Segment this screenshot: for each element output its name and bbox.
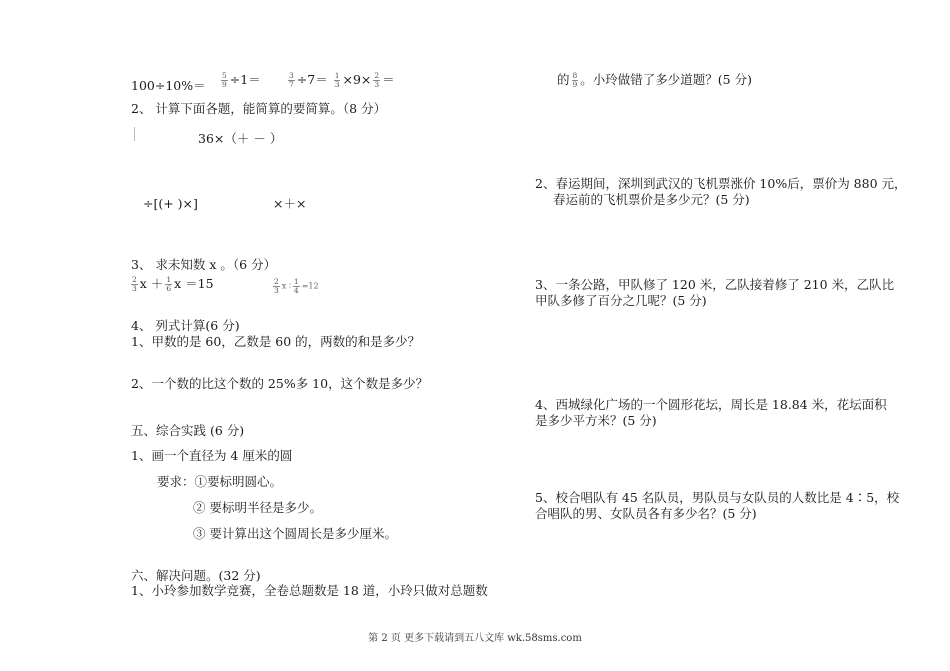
right-question-1-continued: 的 $\frac{8}{9}$ 。小玲做错了多少道题？(5 分) [557,71,752,89]
fraction: $\frac{1}{3}$ [334,71,340,89]
section-4-heading: 4、 列式计算(6 分) [131,318,240,333]
row1-expr-c: $\frac{3}{7}$ ÷7＝ $\frac{1}{3}$ ×9× $\frac{2}{3}$ ＝ [289,71,395,89]
right-question-4-line-1: 4、西城绿化广场的一个圆形花坛，周长是 18.84 米，花坛面积 [535,397,887,412]
right-question-2-line-1: 2、春运期间，深圳到武汉的飞机票涨价 10%后，票价为 880 元， [535,176,907,191]
section-5-requirement-3: ③ 要计算出这个圆周长是多少厘米。 [193,526,397,541]
section-5-requirement-1: 要求：①要标明圆心。 [157,474,283,489]
fraction: $\frac{2}{3}$ [274,277,279,295]
section-2-heading: 2、 计算下面各题，能简算的要简算。（8 分） [131,101,387,116]
section-2-expr-3: ×＋× [273,196,307,211]
section-3-heading: 3、 求未知数 x 。（6 分） [131,257,277,272]
faint-mark [134,127,135,141]
section-2-expr-2: ÷[(+ )×] [143,196,198,211]
section-5-requirement-2: ② 要标明半径是多少。 [193,500,322,515]
fraction: $\frac{2}{3}$ [374,71,380,89]
section-6-heading: 六、解决问题。(32 分) [131,568,261,583]
section-5-question-1: 1、画一个直径为 4 厘米的圆 [131,448,293,463]
fraction: $\frac{3}{7}$ [289,71,294,89]
row1-expr-a: 100÷10%＝ [131,78,206,93]
fraction: $\frac{5}{9}$ [222,71,227,89]
fraction: $\frac{8}{9}$ [572,71,578,89]
right-question-2-line-2: 春运前的飞机票价是多少元？(5 分) [553,192,750,207]
section-6-question-1: 1、小玲参加数学竞赛，全卷总题数是 18 道，小玲只做对总题数 [131,583,488,598]
right-question-3-line-1: 3、一条公路，甲队修了 120 米，乙队接着修了 210 米，乙队比 [535,277,895,292]
section-5-heading: 五、综合实践 (6 分) [131,423,245,438]
right-question-5-line-1: 5、校合唱队有 45 名队员，男队员与女队员的人数比是 4∶5，校 [535,490,900,505]
right-question-3-line-2: 甲队多修了百分之几呢？(5 分) [535,293,707,308]
equation-1: $\frac{2}{3}$ x ＋ $\frac{1}{6}$ x ＝15 [132,275,214,293]
right-question-4-line-2: 是多少平方米？(5 分) [535,413,657,428]
section-2-expr-1: 36×（＋ － ） [198,131,283,146]
fraction: $\frac{1}{6}$ [166,275,172,293]
equation-2: $\frac{2}{3}$ x ∶ $\frac{1}{4}$ =12 [274,277,319,295]
page-footer: 第 2 页 更多下载请到五八文库 wk.58sms.com [368,633,582,644]
fraction: $\frac{2}{3}$ [132,275,137,293]
section-4-question-1: 1、甲数的是 60，乙数是 60 的，两数的和是多少？ [131,334,421,349]
row1-expr-b: $\frac{5}{9}$ ÷1＝ [222,71,261,89]
section-4-question-2: 2、一个数的比这个数的 25%多 10，这个数是多少？ [131,376,429,391]
fraction: $\frac{1}{4}$ [293,277,299,295]
right-question-5-line-2: 合唱队的男、女队员各有多少名？(5 分) [535,506,757,521]
